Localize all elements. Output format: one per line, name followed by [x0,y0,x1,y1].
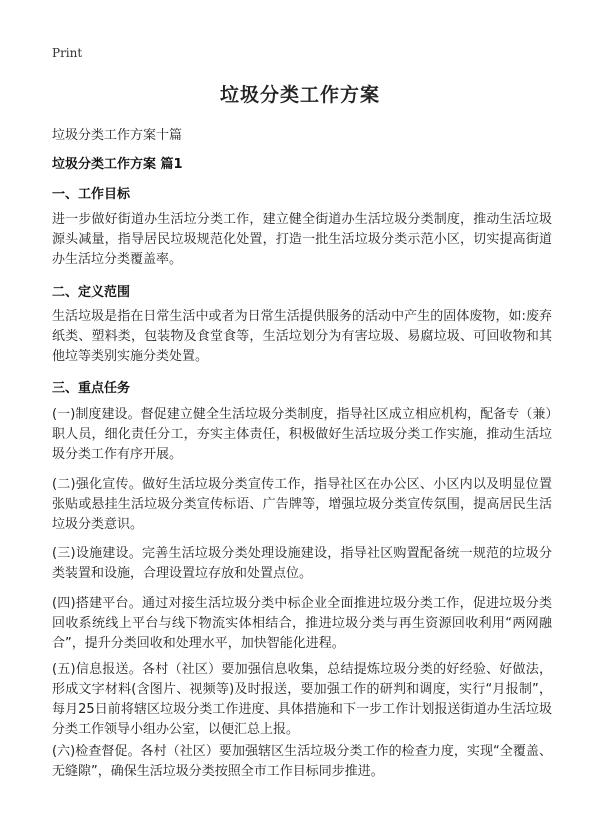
document-subtitle: 垃圾分类工作方案十篇 [52,128,183,143]
section-heading-scope: 二、定义范围 [52,285,131,300]
task-item: (五)信息报送。各村（社区）要加强信息收集，总结提炼垃圾分类的好经验、好做法，形成文字材料(含图片、视频等)及时报送，要加强工作的研判和调度，实行“月报制”，每月25日前将辖区垃圾分类工作进度、具体措施和下一步工作计划报送街道办生活垃圾分类工作领导小组办公室，以便汇总上报。 [52,662,552,737]
task-item: (一)制度建设。督促建立健全生活垃圾分类制度，指导社区成立相应机构，配备专（兼）职人员，细化责任分工，夯实主体责任，积极做好生活垃圾分类工作实施，推动生活垃圾分类工作有序开展。 [52,407,552,462]
section-heading-tasks: 三、重点任务 [52,381,131,396]
section-body-goal: 进一步做好街道办生活垃分类工作，建立健全街道办生活垃圾分类制度，推动生活垃圾源头减量，指导居民垃圾规范化处置，打造一批生活垃圾分类示范小区，切实提高街道办生活垃分类覆盖率。 [52,212,552,267]
section-heading-goal: 一、工作目标 [52,187,131,202]
article-heading: 垃圾分类工作方案 篇1 [52,157,183,172]
section-body-scope: 生活垃圾是指在日常生活中或者为日常生活提供服务的活动中产生的固体废物，如:废弃纸类、塑料类，包装物及食堂食等，生活垃划分为有害垃圾、易腐垃圾、可回收物和其他垃等类别实施分类处置。 [52,309,552,364]
task-item: (三)设施建设。完善生活垃圾分类处理设施建设，指导社区购置配备统一规范的垃圾分类装置和设施，合理设置垃存放和处置点位。 [52,546,552,581]
task-item: (六)检查督促。各村（社区）要加强辖区生活垃圾分类工作的检查力度，实现“全覆盖、无缝隙”，确保生活垃圾分类按照全市工作目标同步推进。 [52,744,552,779]
task-item: (四)搭建平台。通过对接生活垃圾分类中标企业全面推进垃圾分类工作，促进垃圾分类回收系统线上平台与线下物流实体相结合，推进垃圾分类与再生资源回收利用“两网融合”，提升分类回收和处理水平，加快智能化进程。 [52,596,552,651]
document-title: 垃圾分类工作方案 [219,84,380,106]
print-label[interactable]: Print [52,46,83,60]
task-item: (二)强化宣传。做好生活垃圾分类宣传工作，指导社区在办公区、小区内以及明显位置张贴或悬挂生活垃圾分类宣传标语、广告牌等，增强垃圾分类宣传氛围，提高居民生活垃圾分类意识。 [52,477,552,532]
